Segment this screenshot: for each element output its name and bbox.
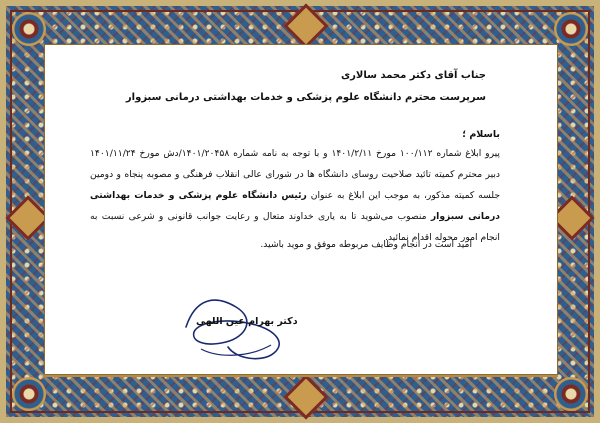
border-medallion [283,374,328,419]
handwritten-signature [176,287,302,367]
corner-ornament [12,12,46,46]
border-medallion [283,3,328,48]
letter-body [90,143,500,248]
body-paragraph-part1: پیرو ابلاغ شماره ۱۰۰/۱۱۲ مورخ ۱۴۰۱/۲/۱۱ و با توجه به نامه شماره ۱۴۰۱/۲۰۴۵۸/دش مورخ ۱۴۰۱/۱۱/۲۴ دبیر محترم کمیته تائید صلاحیت روسای دانشگاه ها در شورای عالی انقلاب فرهنگی و مصوبه پنجاه و دومین جلسه کمیته مذکور، به موجب این ابلاغ به عنوان [90,148,501,201]
greeting: باسلام ؛ [462,129,500,140]
recipient-name: جناب آقای دکتر محمد سالاری [341,70,486,81]
corner-ornament [554,12,588,46]
signatory-name: دکتر بهرام عین اللهی [196,316,298,327]
body-paragraph-part2: منصوب می‌شوید تا به یاری خداوند متعال و رعایت جوانب قانونی و شرعی نسبت به انجام امور محوله اقدام نمائید. [90,211,500,243]
corner-ornament [12,377,46,411]
recipient-title: سرپرست محترم دانشگاه علوم پزشکی و خدمات بهداشتی درمانی سبزوار [125,92,486,103]
corner-ornament [554,377,588,411]
closing-line: امید است در انجام وظایف مربوطه موفق و موید باشید. [260,239,472,250]
appointment-title: رئیس دانشگاه علوم پزشکی و خدمات بهداشتی درمانی سبزوار [90,190,501,222]
